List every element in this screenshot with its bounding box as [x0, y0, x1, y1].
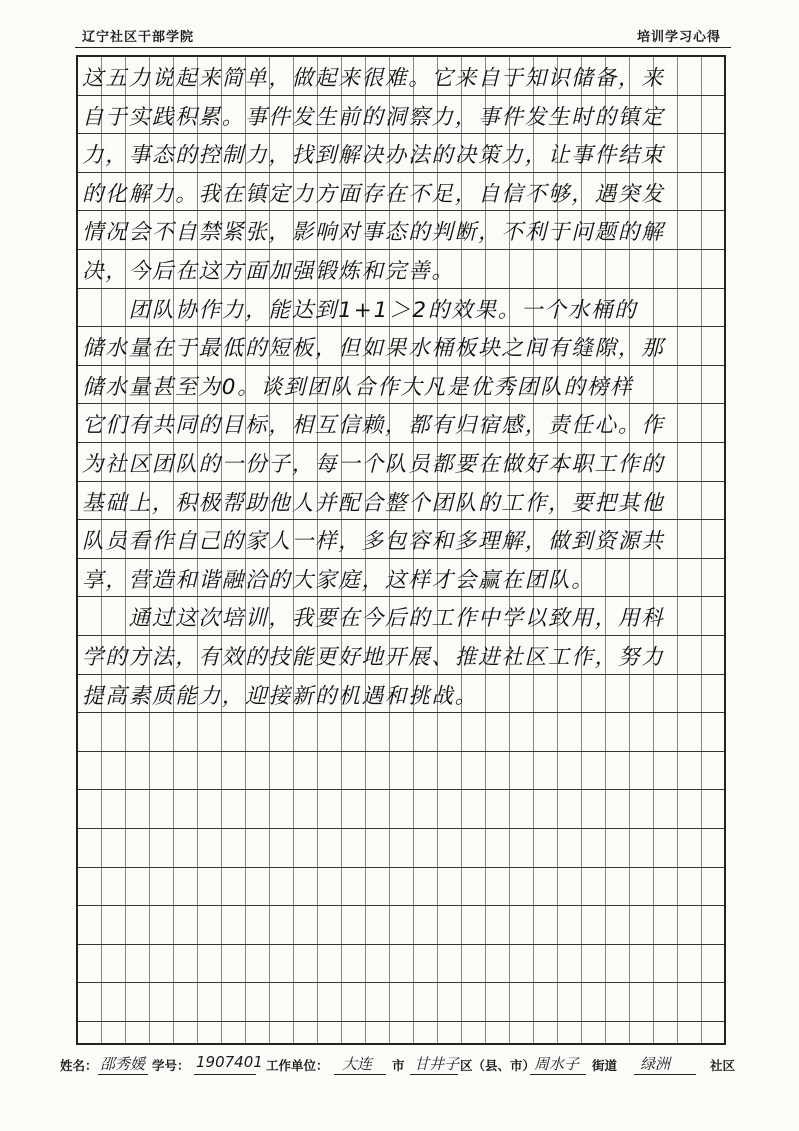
handwritten-line: 的化解力。我在镇定力方面存在不足，自信不够，遇突发 — [82, 181, 665, 207]
grid-row — [78, 173, 724, 212]
city-unit: 市 — [392, 1058, 405, 1073]
signature-footer — [60, 1050, 760, 1080]
handwritten-line: 自于实践积累。事件发生前的洞察力，事件发生时的镇定 — [82, 104, 665, 130]
header-rule — [75, 47, 731, 48]
city-underline — [334, 1074, 386, 1075]
handwritten-line: 储水量在于最低的短板，但如果水桶板块之间有缝隙，那 — [82, 336, 665, 362]
community-value: 绿洲 — [640, 1055, 671, 1073]
name-value: 邵秀媛 — [100, 1055, 146, 1073]
district-value: 甘井子 — [414, 1055, 460, 1073]
grid-row — [78, 790, 724, 829]
handwritten-line: 享，营造和谐融洽的大家庭，这样才会赢在团队。 — [82, 567, 595, 593]
handwritten-line: 提高素质能力，迎接新的机遇和挑战。 — [82, 683, 479, 709]
handwritten-line: 为社区团队的一份子，每一个队员都要在做好本职工作的 — [82, 452, 665, 477]
grid-row — [78, 211, 724, 250]
page-header — [0, 0, 799, 50]
grid-row — [78, 520, 724, 559]
name-underline — [98, 1074, 148, 1075]
document-type: 培训学习心得 — [636, 30, 721, 45]
grid-row — [78, 675, 724, 714]
grid-row — [78, 443, 724, 482]
district-unit: 区（县、市） — [460, 1058, 536, 1073]
handwritten-line: 这五力说起来简单，做起来很难。它来自于知识储备，来 — [82, 66, 665, 91]
grid-row — [78, 96, 724, 135]
name-label: 姓名： — [60, 1058, 98, 1073]
grid-row — [78, 134, 724, 173]
student-id-underline — [194, 1074, 256, 1075]
grid-row — [78, 366, 724, 405]
community-unit: 社区 — [710, 1058, 736, 1073]
handwritten-line: 力，事态的控制力，找到解决办法的决策力，让事件结束 — [82, 143, 665, 169]
grid-row — [78, 57, 724, 96]
grid-row — [78, 327, 724, 366]
student-id-value: 1907401 — [196, 1053, 263, 1071]
handwritten-line: 它们有共同的目标，相互信赖，都有归宿感，责任心。作 — [82, 413, 665, 439]
grid-row — [78, 597, 724, 636]
work-unit-label: 工作单位： — [266, 1058, 329, 1073]
city-value: 大连 — [342, 1055, 373, 1073]
handwritten-line: 学的方法，有效的技能更好地开展、推进社区工作，努力 — [82, 645, 665, 670]
grid-row — [78, 559, 724, 598]
street-underline — [530, 1074, 586, 1075]
grid-row — [78, 289, 724, 328]
street-unit: 街道 — [592, 1058, 618, 1073]
grid-row — [78, 906, 724, 945]
grid-row — [78, 945, 724, 984]
grid-row — [78, 482, 724, 521]
grid-row — [78, 983, 724, 1022]
grid-row — [78, 752, 724, 791]
grid-row — [78, 404, 724, 443]
grid-paper — [76, 55, 726, 1045]
grid-row — [78, 250, 724, 289]
grid-row — [78, 868, 724, 907]
grid-row — [78, 713, 724, 752]
handwritten-line: 决，今后在这方面加强锻炼和完善。 — [82, 259, 455, 284]
handwritten-line: 通过这次培训，我要在今后的工作中学以致用，用科 — [82, 606, 665, 632]
school-name: 辽宁社区干部学院 — [82, 30, 195, 45]
handwritten-line: 团队协作力，能达到1+1＞2的效果。一个水桶的 — [82, 297, 638, 323]
street-value: 周水子 — [534, 1055, 580, 1073]
district-underline — [410, 1074, 458, 1075]
handwritten-line: 情况会不自禁紧张，影响对事态的判断，不利于问题的解 — [82, 220, 665, 246]
handwritten-line: 队员看作自己的家人一样，多包容和多理解，做到资源共 — [82, 529, 665, 555]
grid-row — [78, 829, 724, 868]
community-underline — [634, 1074, 696, 1075]
handwritten-line: 基础上，积极帮助他人并配合整个团队的工作，要把其他 — [82, 490, 665, 516]
student-id-label: 学号： — [152, 1058, 190, 1073]
grid-row — [78, 636, 724, 675]
handwritten-line: 储水量甚至为0。谈到团队合作大凡是优秀团队的榜样 — [82, 374, 634, 400]
